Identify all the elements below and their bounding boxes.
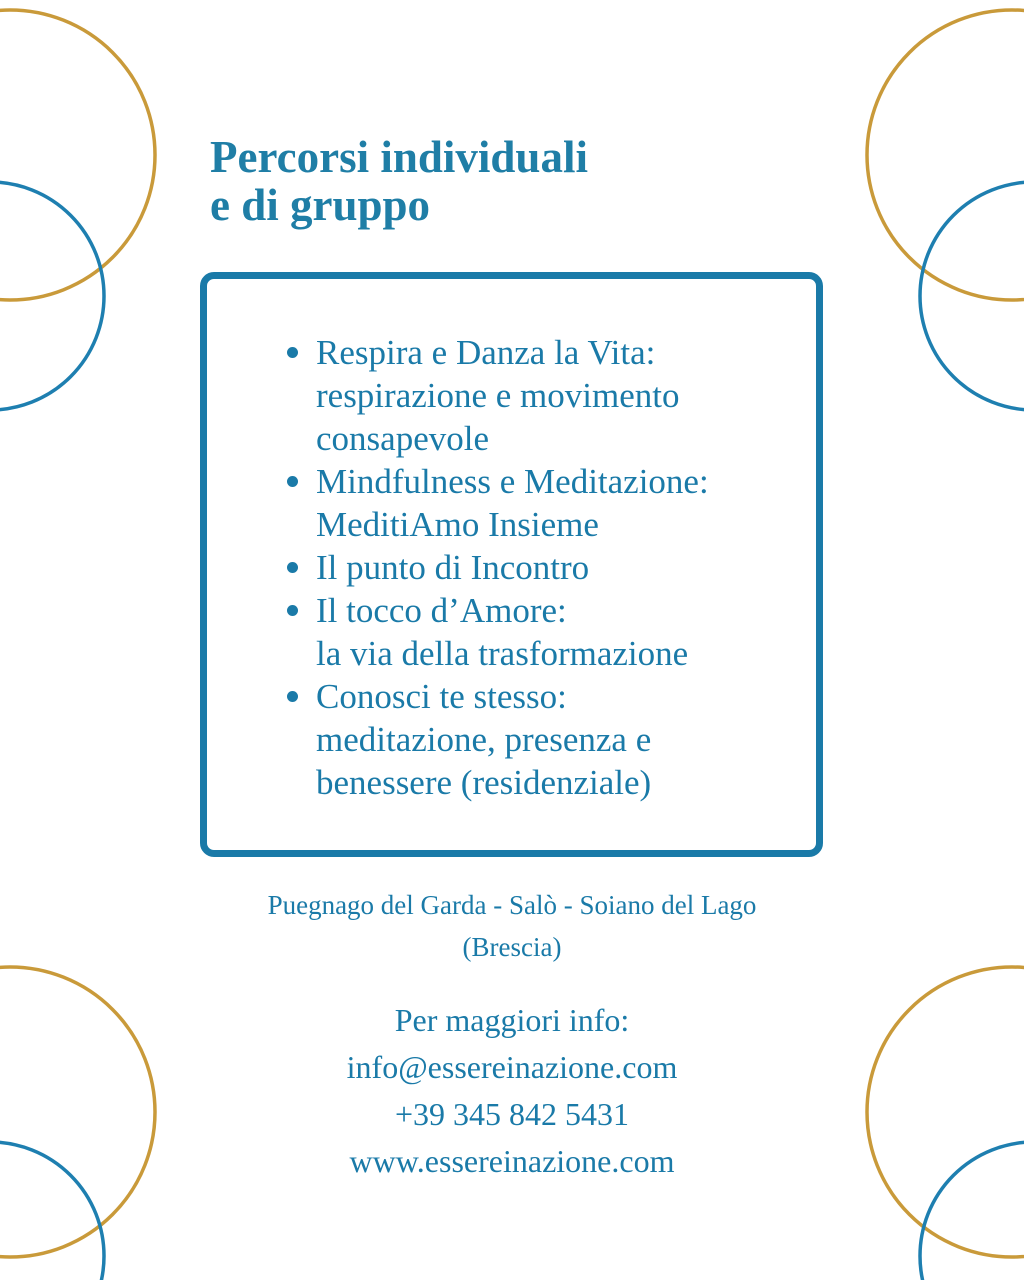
program-item-mindfulness [207, 460, 709, 546]
contact-info [0, 997, 1024, 1185]
program-line: Mindfulness e Meditazione: [316, 462, 709, 501]
program-line: benessere (residenziale) [316, 763, 652, 802]
program-line: la via della trasformazione [316, 634, 689, 673]
title-line-2: e di gruppo [210, 180, 431, 230]
contact-phone[interactable]: +39 345 842 5431 [394, 1096, 630, 1132]
ring-top-left-blue [0, 182, 104, 410]
location-line-2: (Brescia) [462, 932, 562, 962]
title-line-1: Percorsi individuali [210, 132, 588, 182]
page-title [210, 133, 588, 229]
bullet-icon [287, 605, 298, 616]
bullet-icon [287, 562, 298, 573]
program-item-conosci-te-stesso [207, 675, 709, 804]
program-line: meditazione, presenza e [316, 720, 652, 759]
location-line-1: Puegnago del Garda - Salò - Soiano del Lago [267, 890, 757, 920]
program-list [207, 331, 709, 804]
contact-heading: Per maggiori info: [394, 1002, 630, 1038]
bullet-icon [287, 347, 298, 358]
contact-website[interactable]: www.essereinazione.com [349, 1143, 675, 1179]
ring-top-right-gold [867, 10, 1024, 300]
program-line: MeditiAmo Insieme [316, 505, 599, 544]
ring-top-right-blue [920, 182, 1024, 410]
program-line: Il punto di Incontro [316, 548, 590, 587]
program-line: respirazione e movimento [316, 376, 680, 415]
program-item-respira [207, 331, 709, 460]
bullet-icon [287, 476, 298, 487]
program-line: Il tocco d’Amore: [316, 591, 567, 630]
program-line: Respira e Danza la Vita: [316, 333, 656, 372]
program-line: consapevole [316, 419, 489, 458]
contact-email[interactable]: info@essereinazione.com [346, 1049, 678, 1085]
program-item-punto-incontro [207, 546, 709, 589]
programs-card [200, 272, 823, 857]
ring-top-left-gold [0, 10, 155, 300]
program-line: Conosci te stesso: [316, 677, 567, 716]
program-item-tocco-amore [207, 589, 709, 675]
location-text [0, 884, 1024, 968]
bullet-icon [287, 691, 298, 702]
